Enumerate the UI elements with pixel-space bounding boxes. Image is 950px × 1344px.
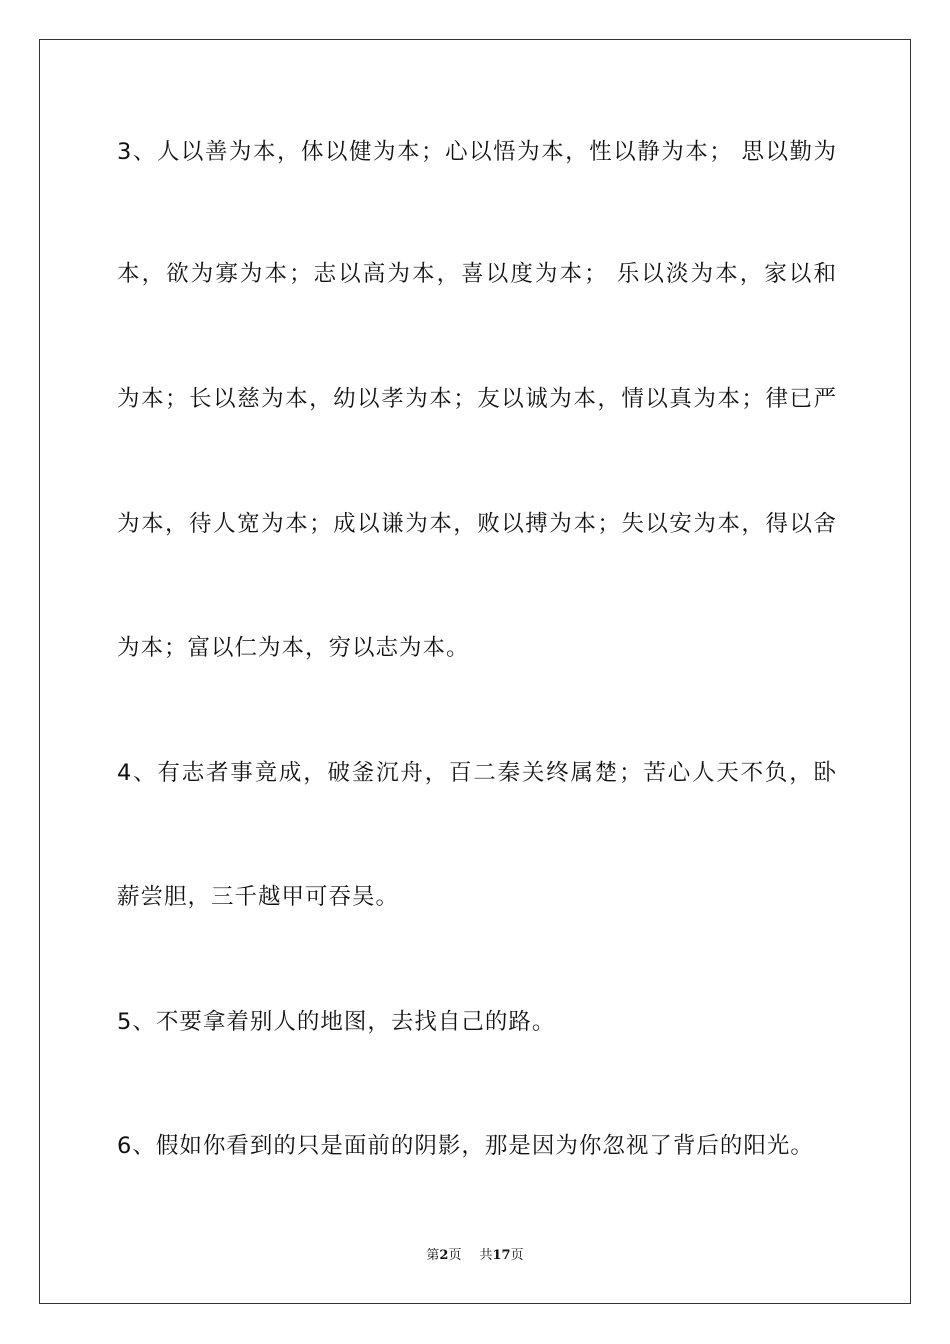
paragraph-4-line-2: 薪尝胆，三千越甲可吞吴。 [117, 884, 400, 910]
paragraph-3-line-5: 为本；富以仁为本，穷以志为本。 [117, 635, 470, 661]
paragraph-6: 6、假如你看到的只是面前的阴影，那是因为你忽视了背后的阳光。 [117, 1133, 814, 1159]
footer-page-number: 2 [439, 1248, 449, 1263]
footer-total-prefix: 共 [479, 1248, 493, 1263]
footer-page-suffix: 页 [448, 1248, 462, 1263]
footer-total-number: 17 [492, 1248, 511, 1263]
paragraph-3-line-3: 为本；长以慈为本，幼以孝为本；友以诚为本，情以真为本；律已严 [117, 386, 837, 412]
paragraph-3-line-4: 为本，待人宽为本；成以谦为本，败以搏为本；失以安为本，得以舍 [117, 511, 837, 537]
paragraph-5: 5、不要拿着别人的地图，去找自己的路。 [117, 1009, 556, 1035]
paragraph-3-line-2: 本，欲为寡为本；志以高为本，喜以度为本； 乐以淡为本，家以和 [117, 261, 837, 287]
footer-page-prefix: 第 [426, 1248, 440, 1263]
paragraph-3-line-1: 3、人以善为本，体以健为本；心以悟为本，性以静为本； 思以勤为 [117, 139, 837, 165]
paragraph-4-line-1: 4、有志者事竟成，破釜沉舟，百二秦关终属楚；苦心人天不负，卧 [117, 760, 837, 786]
page-footer [0, 1247, 950, 1265]
footer-total-suffix: 页 [510, 1248, 524, 1263]
page-frame [39, 39, 911, 1304]
